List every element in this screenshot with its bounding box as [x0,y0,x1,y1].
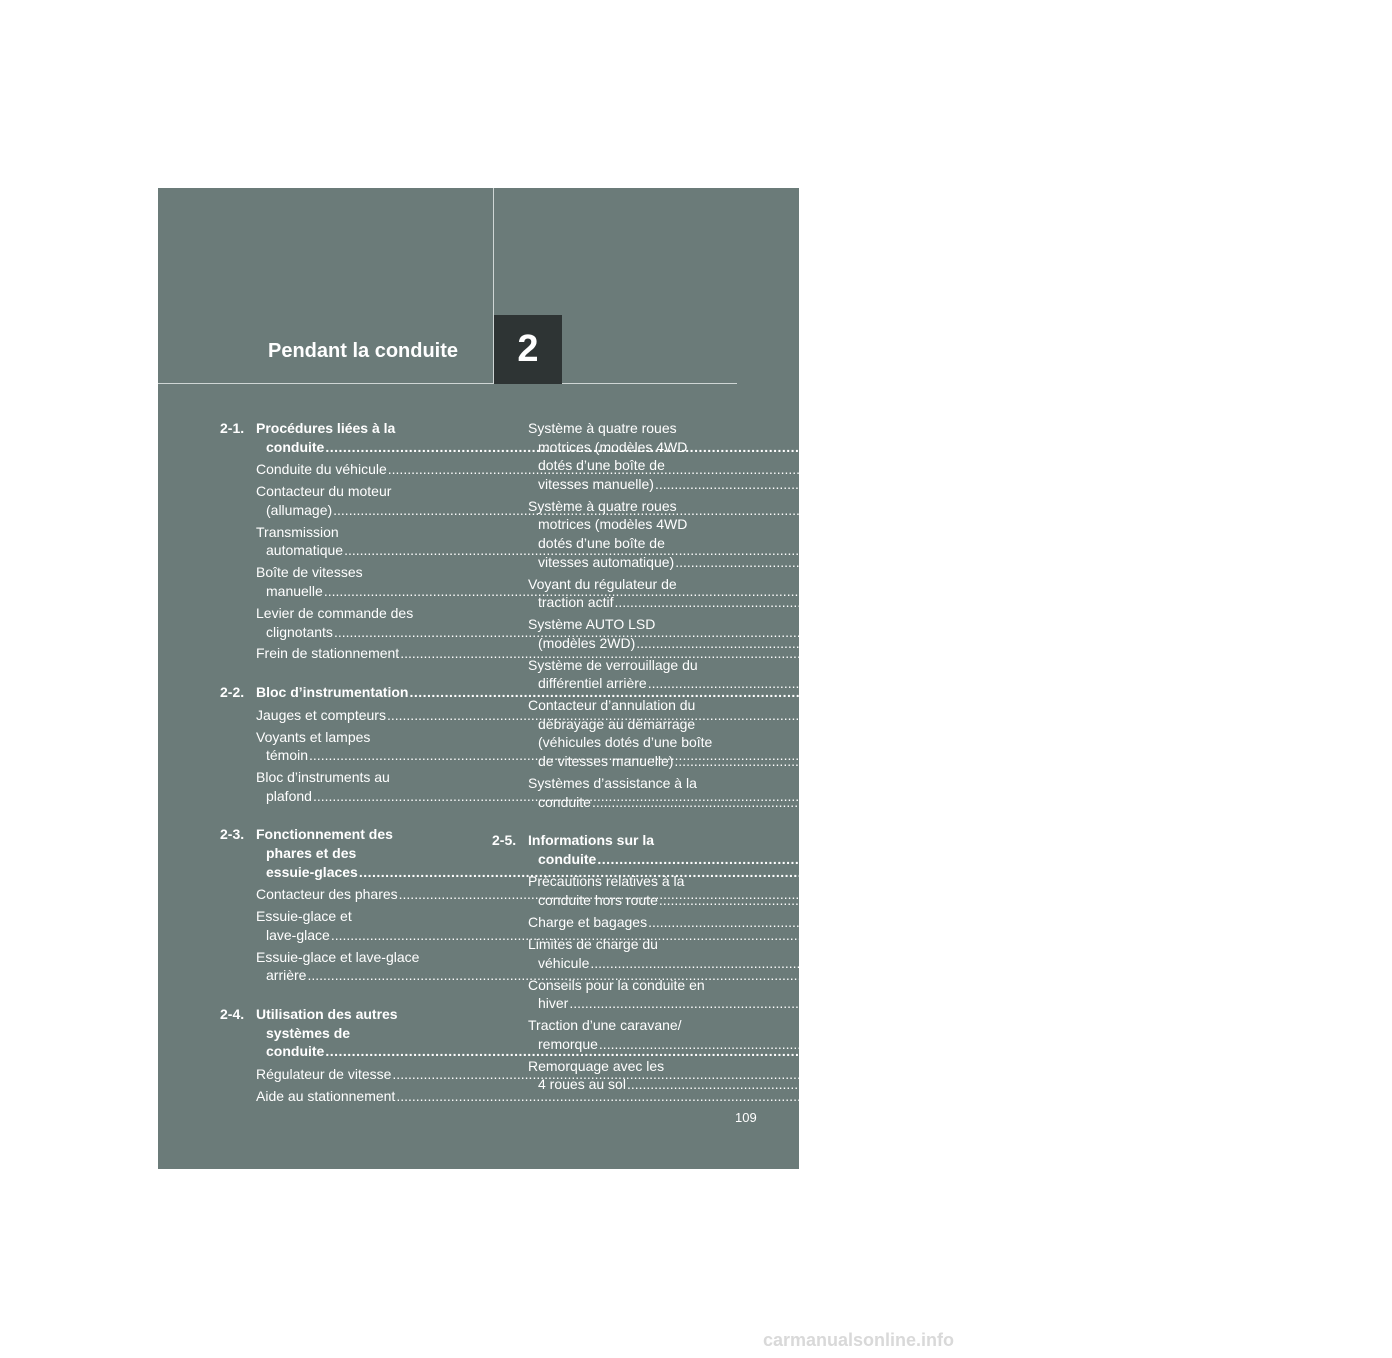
chapter-number-badge: 2 [494,315,562,384]
page-ref: 181 [1253,995,1277,1012]
toc-entry[interactable]: Limites de charge du véhicule..... 179 [482,935,740,972]
section-number: 2-4. [220,1005,245,1022]
page-ref: 166 [1275,793,1299,810]
page-ref: 142 [1014,926,1038,943]
toc-entry[interactable]: Levier de commande des clignotants..... 129 [210,604,467,641]
toc-entry[interactable]: Système à quatre roues motrices (modèles 4WD dotés d’une boîte de vitesses automatique)..... 156 [482,497,740,571]
page-ref: 135 [992,747,1017,764]
toc-entry[interactable]: Système à quatre roues motrices (modèles 4WD dotés d’une boîte de vitesses manuelle)..... 154 [482,419,740,493]
toc-entry[interactable]: Conduite du véhicule..... 110 [210,460,467,479]
chapter-title: Pendant la conduite [268,340,459,362]
section-number: 2-3. [220,826,245,843]
toc-entry[interactable]: Essuie-glace et lave-glace arrière..... 144 [210,948,467,985]
page-ref: 156 [1358,553,1383,570]
toc-section-2-5[interactable]: 2-5. Informations sur la conduite..... 170 [482,831,740,868]
page-ref: 179 [1274,954,1298,971]
page-ref: 144 [991,967,1015,984]
toc-section-2-1[interactable]: 2-1. Procédures liées à la conduite..... 110 [210,419,467,456]
toc-entry[interactable]: Contacteur d’annulation du débrayage au démarrage (véhicules dotés d’une boîte de vitesses manuelle)..... 165 [482,696,740,770]
page-ref: 175 [1331,913,1356,930]
toc-entry[interactable]: Système AUTO LSD (modèles 2WD)..... 160 [482,615,740,652]
page-ref: 162 [1331,675,1355,692]
section-number: 2-1. [220,420,245,436]
toc-entry[interactable]: Frein de stationnement..... 130 [210,644,467,663]
watermark: carmanualsonline.info [762,1330,954,1350]
page-ref: 170 [1342,892,1366,908]
section-number: 2-2. [220,684,245,701]
page-ref: 124 [1027,542,1052,559]
toc-entry[interactable]: Voyants et lampes témoin..... 135 [210,728,467,765]
page-ref: 139 [1082,886,1106,903]
divider-horizontal [158,383,737,384]
toc-entry[interactable]: Régulateur de vitesse..... 145 [210,1065,467,1084]
page-ref: 139 [1130,863,1154,880]
toc-section-2-3[interactable]: 2-3. Fonctionnement des phares et des essuie-glaces..... 139 [210,825,467,881]
toc-entry[interactable]: Charge et bagages..... 175 [482,913,740,932]
toc-entry[interactable]: Essuie-glace et lave-glace..... 142 [210,907,467,944]
page-ref: 145 [1076,1065,1100,1082]
page-ref: 110 [1071,461,1094,478]
toc-entry[interactable]: Système de verrouillage du différentiel arrière..... 162 [482,656,740,693]
toc-section-2-4[interactable]: 2-4. Utilisation des autres systèmes de conduite..... 145 [210,1005,467,1061]
page-ref: 148 [1080,1087,1104,1104]
toc-entry[interactable]: Conseils pour la conduite en hiver..... 181 [482,976,740,1013]
toc-entry[interactable]: Aide au stationnement..... 148 [210,1087,467,1106]
toc-entry[interactable]: Transmission automatique..... 124 [210,523,467,560]
page-ref: 127 [1007,582,1031,599]
toc-entry[interactable]: Remorquage avec les 4 roues au sol..... 196 [482,1057,740,1094]
toc-entry[interactable]: Contacteur des phares..... 139 [210,885,467,904]
section-number: 2-5. [492,832,517,849]
page-ref: 160 [1319,634,1344,651]
page-ref: 121 [1016,501,1041,518]
page-ref: 158 [1298,594,1322,611]
toc-entry[interactable]: Voyant du régulateur de traction actif..... 158 [482,575,740,612]
page-ref: 132 [1070,706,1095,723]
toc-entry[interactable]: Systèmes d’assistance à la conduite..... 166 [482,774,740,811]
page-ref: 196 [1310,1076,1335,1093]
page-ref: 138 [996,787,1020,804]
toc-entry[interactable]: Traction d’une caravane/ remorque..... 185 [482,1016,740,1053]
page-ref: 170 [1368,850,1392,867]
toc-entry[interactable]: Boîte de vitesses manuelle..... 127 [210,563,467,600]
toc-entry[interactable]: Contacteur du moteur (allumage)..... 121 [210,482,467,519]
page-ref: 145 [1096,1043,1120,1060]
page-ref: 185 [1282,1035,1306,1052]
toc-section-2-2[interactable]: 2-2. Bloc d’instrumentation..... 132 [210,683,467,702]
toc-entry[interactable]: Précautions relatives à la conduite hors route..... 170 [482,872,740,909]
toc-entry[interactable]: Jauges et compteurs..... 132 [210,706,467,725]
page-ref: 130 [1083,645,1108,662]
page-ref: 132 [1180,684,1205,701]
toc-entry[interactable]: Bloc d’instruments au plafond..... 138 [210,768,467,805]
page-ref: 110 [1096,438,1120,455]
page-number: 109 [735,1110,757,1125]
page-ref: 165 [1358,753,1382,770]
page-ref: 154 [1338,475,1362,492]
page-ref: 129 [1017,623,1041,640]
